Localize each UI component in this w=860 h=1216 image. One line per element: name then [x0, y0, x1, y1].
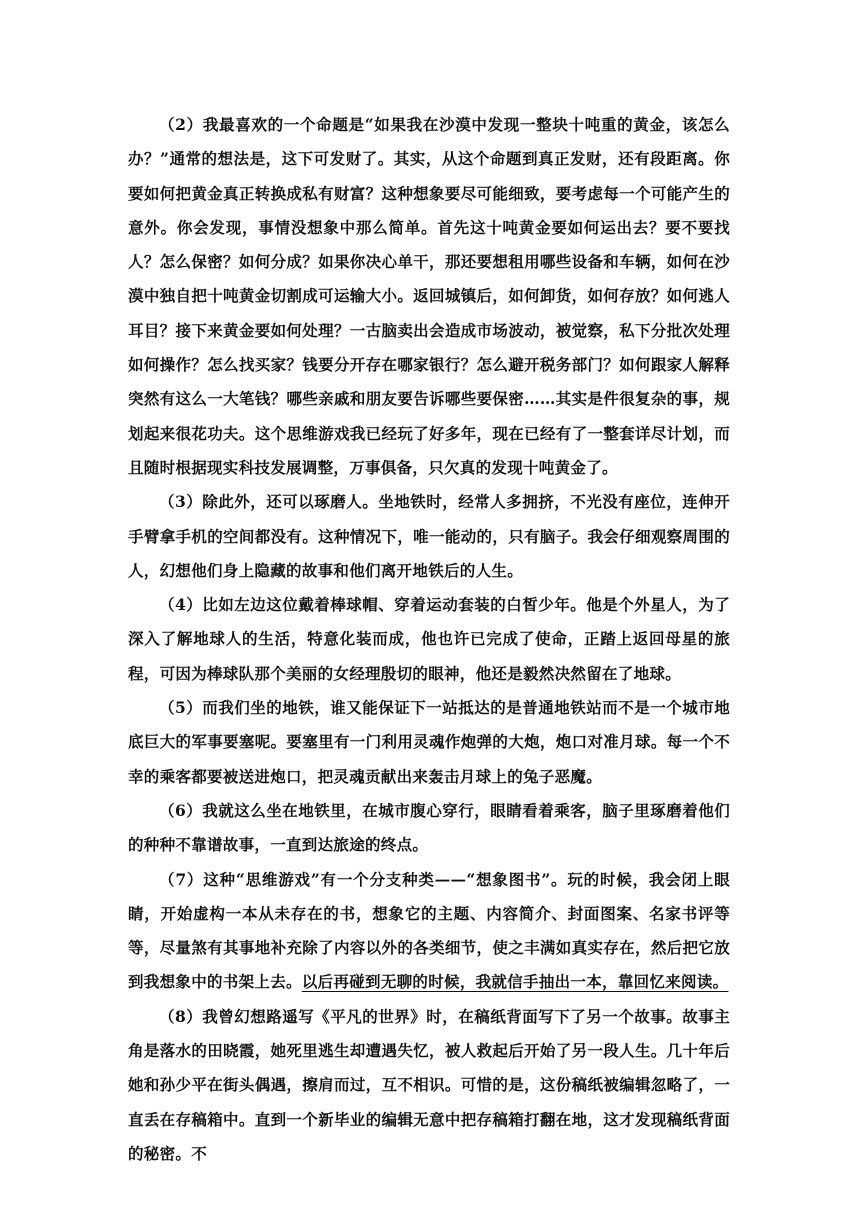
underlined-sentence: 以后再碰到无聊的时候，我就信手抽出一本，靠回忆来阅读。 [301, 972, 729, 992]
paragraph-8-text: （8）我曾幻想路遥写《平凡的世界》时，在稿纸背面写下了另一个故事。故事主角是落水的田晓霞，她死里逃生却遭遇失忆，被人救起后开始了另一段人生。几十年后她和孙少平在街头偶遇，擦肩而过，互不相识。可惜的是，这份稿纸被编辑忽略了，一直丢在存稿箱中。直到一个新毕业的编辑无意中把存稿箱打翻在地，这才发现稿纸背面的秘密。不 [128, 1006, 730, 1163]
paragraph-6 [128, 794, 730, 863]
paragraph-2 [128, 108, 730, 485]
paragraph-2-text: （2）我最喜欢的一个命题是“如果我在沙漠中发现一整块十吨重的黄金，该怎么办？”通常的想法是，这下可发财了。其实，从这个命题到真正发财，还有段距离。你要如何把黄金真正转换成私有财富？这种想象要尽可能细致，要考虑每一个可能产生的意外。你会发现，事情没想象中那么简单。首先这十吨黄金要如何运出去？要不要找人？怎么保密？如何分成？如果你决心单干，那还要想租用哪些设备和车辆，如何在沙漠中独自把十吨黄金切割成可运输大小。返回城镇后，如何卸货，如何存放？如何逃人耳目？接下来黄金要如何处理？一古脑卖出会造成市场波动，被觉察，私下分批次处理如何操作？怎么找买家？钱要分开存在哪家银行？怎么避开税务部门？如何跟家人解释突然有这么一大笔钱？哪些亲戚和朋友要告诉哪些要保密……其实是件很复杂的事，规划起来很花功夫。这个思维游戏我已经玩了好多年，现在已经有了一整套详尽计划，而且随时根据现实科技发展调整，万事俱备，只欠真的发现十吨黄金了。 [128, 115, 730, 477]
paragraph-7-text: （7）这种“思维游戏”有一个分支种类——“想象图书”。玩的时候，我会闭上眼睛，开始虚构一本从未存在的书，想象它的主题、内容简介、封面图案、名家书评等等，尽量煞有其事地补充除了内容以外的各类细节，使之丰满如真实存在，然后把它放到我想象中的书架上去。 [128, 869, 730, 992]
paragraph-6-text: （6）我就这么坐在地铁里，在城市腹心穿行，眼睛看着乘客，脑子里琢磨着他们的种种不靠谱故事，一直到达旅途的终点。 [128, 800, 730, 855]
paragraph-7 [128, 863, 730, 1000]
paragraph-4 [128, 588, 730, 691]
paragraph-3-text: （3）除此外，还可以琢磨人。坐地铁时，经常人多拥挤，不光没有座位，连伸开手臂拿手机的空间都没有。这种情况下，唯一能动的，只有脑子。我会仔细观察周围的人，幻想他们身上隐藏的故事和他们离开地铁后的人生。 [128, 492, 730, 580]
paragraph-4-text: （4）比如左边这位戴着棒球帽、穿着运动套装的白皙少年。他是个外星人，为了深入了解地球人的生活，特意化装而成，他也许已完成了使命，正踏上返回母星的旅程，可因为棒球队那个美丽的女经理殷切的眼神，他还是毅然决然留在了地球。 [128, 595, 730, 683]
paragraph-5 [128, 691, 730, 794]
document-page [128, 108, 730, 1171]
paragraph-5-text: （5）而我们坐的地铁，谁又能保证下一站抵达的是普通地铁站而不是一个城市地底巨大的军事要塞呢。要塞里有一门利用灵魂作炮弹的大炮，炮口对准月球。每一个不幸的乘客都要被送进炮口，把灵魂贡献出来轰击月球上的兔子恶魔。 [128, 698, 730, 786]
paragraph-8 [128, 1000, 730, 1171]
paragraph-3 [128, 485, 730, 588]
